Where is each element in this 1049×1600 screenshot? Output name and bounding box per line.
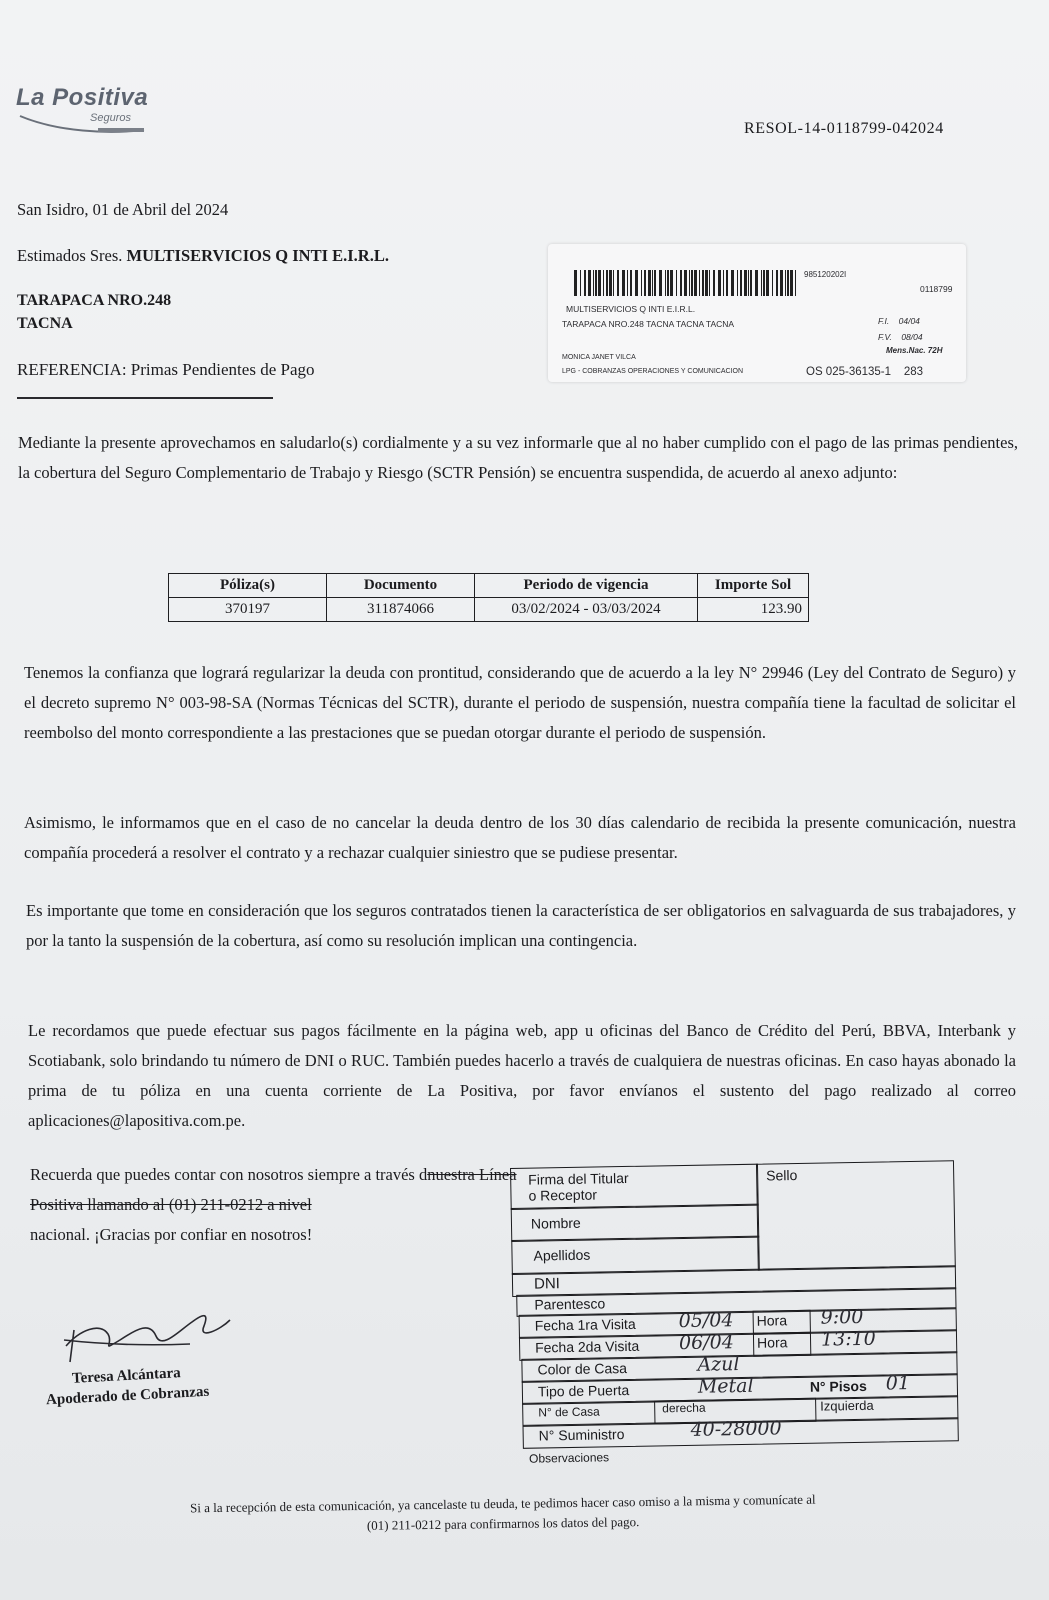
- brand-logo: La Positiva: [16, 84, 149, 111]
- apellidos-label: Apellidos: [533, 1246, 591, 1264]
- brand-subtitle: Seguros: [90, 112, 131, 124]
- label-fi: F.I. 04/04: [878, 316, 920, 326]
- paragraph-importance: Es importante que tome en consideración que los seguros contratados tienen la característica de ser obligatorios en salvaguarda de sus trabajadores, y por la tanto la suspensión de la cobertura, así como su resolución implican una contingencia.: [26, 901, 1016, 950]
- parentesco-label: Parentesco: [534, 1295, 606, 1313]
- label-os: OS 025-36135-1 283: [806, 366, 924, 378]
- tipo-puerta-value: Metal: [697, 1374, 754, 1398]
- hora1-label: Hora: [756, 1312, 788, 1329]
- greeting: [17, 246, 389, 266]
- fecha2-value: 06/04: [678, 1331, 735, 1355]
- fecha2-label: Fecha 2da Visita: [534, 1337, 640, 1356]
- hora2-value: 13:10: [820, 1327, 876, 1351]
- fecha1-label: Fecha 1ra Visita: [534, 1315, 636, 1334]
- header-documento: Documento: [327, 574, 475, 598]
- cell-documento: 311874066: [327, 598, 475, 622]
- color-casa-value: Azul: [697, 1353, 740, 1376]
- label-fv: F.V. 08/04: [878, 332, 923, 342]
- recipient-name: MULTISERVICIOS Q INTI E.I.R.L.: [126, 246, 389, 265]
- header-importe: Importe Sol: [698, 574, 809, 598]
- footer-line-1: Si a la recepción de esta comunicación, ya cancelaste tu deuda, te pedimos hacer caso omiso a la misma y comunícate al: [189, 1491, 816, 1516]
- hora1-value: 9:00: [820, 1305, 864, 1329]
- signature-icon: [60, 1300, 240, 1370]
- cell-importe: 123.90: [698, 598, 809, 622]
- hora2-label: Hora: [756, 1334, 788, 1351]
- address-line-1: TARAPACA NRO.248: [17, 292, 172, 309]
- annex-table: [168, 573, 809, 622]
- paragraph-intro: Mediante la presente aprovechamos en saludarlo(s) cordialmente y a su vez informarle que al no haber cumplido con el pago de las primas pendientes, la cobertura del Seguro Complementario de Trabajo y Riesgo (SCTR Pensión) se encuentra suspendida, de acuerdo al anexo adjunto:: [18, 433, 1018, 482]
- cell-periodo: 03/02/2024 - 03/03/2024: [475, 598, 698, 622]
- signer-name: Teresa Alcántara: [71, 1365, 182, 1387]
- table-header-row: [169, 574, 809, 598]
- firma-label-1: Firma del Titular: [528, 1169, 629, 1188]
- label-code: 985120202I: [804, 270, 847, 279]
- address-line-2: TACNA: [17, 315, 73, 332]
- sello-label: Sello: [766, 1166, 798, 1184]
- footer-note: [138, 1489, 868, 1539]
- label-name: MULTISERVICIOS Q INTI E.I.R.L.: [566, 304, 696, 314]
- pisos-value: 01: [885, 1372, 911, 1395]
- nombre-label: Nombre: [530, 1214, 581, 1232]
- reference-underline: [17, 397, 273, 399]
- paragraph-deadline: Asimismo, le informamos que en el caso de no cancelar la deuda dentro de los 30 días calendario de recibida la presente comunicación, nuestra compañía procederá a resolver el contrato y a rechazar cualquier siniestro que se pudiese presentar.: [24, 813, 1016, 862]
- resolution-code: RESOL-14-0118799-042024: [744, 120, 944, 137]
- paragraph-contact: Recuerda que puedes contar con nosotros siempre a través dnuestra Línea Positiva llamando al (01) 211-0212 a nivel nacional. ¡Gracias por confiar en nosotros!: [30, 1165, 517, 1244]
- letter-date: San Isidro, 01 de Abril del 2024: [17, 200, 229, 219]
- delivery-stamp: [510, 1160, 972, 1503]
- fecha1-value: 05/04: [678, 1309, 734, 1333]
- header-periodo: Periodo de vigencia: [475, 574, 698, 598]
- table-row: [169, 598, 809, 622]
- header-poliza: Póliza(s): [169, 574, 327, 598]
- label-department: LPG - COBRANZAS OPERACIONES Y COMUNICACION: [562, 368, 743, 375]
- tipo-puerta-label: Tipo de Puerta: [537, 1381, 630, 1400]
- derecha-label: derecha: [662, 1400, 706, 1416]
- greeting-prefix: Estimados Sres.: [17, 246, 123, 265]
- paragraph-law: Tenemos la confianza que logrará regularizar la deuda con prontitud, considerando que de acuerdo a la ley N° 29946 (Ley del Contrato de Seguro) y el decreto supremo N° 003-98-SA (Normas Técnicas del SCTR), durante el periodo de suspensión, nuestra compañía tiene la facultad de solicitar el reembolso del monto correspondiente a las prestaciones que se puedan otorgar durante el periodo de suspensión.: [24, 663, 1016, 742]
- observaciones-label: Observaciones: [528, 1450, 610, 1466]
- label-agent: MONICA JANET VILCA: [562, 354, 636, 361]
- footer-line-2: (01) 211-0212 para confirmarnos los datos del pago.: [366, 1514, 640, 1533]
- mailing-label: [548, 244, 966, 382]
- casa-label: N° de Casa: [538, 1404, 600, 1420]
- reference-line: REFERENCIA: Primas Pendientes de Pago: [17, 360, 315, 379]
- paragraph-payment: Le recordamos que puede efectuar sus pagos fácilmente en la página web, app u oficinas del Banco de Crédito del Perú, BBVA, Interbank y Scotiabank, solo brindando tu número de DNI o RUC. También puedes hacerlo a través de cualquiera de nuestras oficinas. En caso hayas abonado la prima de tu póliza en una cuenta corriente de La Positiva, por favor envíanos el sustento del pago realizado al correo aplicaciones@lapositiva.com.pe.: [28, 1021, 1016, 1130]
- color-casa-label: Color de Casa: [537, 1359, 628, 1378]
- label-mens: Mens.Nac. 72H: [886, 346, 943, 355]
- label-number: 0118799: [920, 284, 953, 294]
- signer-role: Apoderado de Cobranzas: [45, 1383, 210, 1409]
- suministro-value: 40-28000: [690, 1417, 782, 1441]
- struck-contact-text: nuestra Línea Positiva llamando al (01) 211-0212 a nivel: [30, 1165, 517, 1214]
- suministro-label: N° Suministro: [538, 1426, 625, 1444]
- firma-label-2: o Receptor: [528, 1186, 598, 1204]
- izquierda-label: Izquierda: [820, 1397, 874, 1414]
- label-address: TARAPACA NRO.248 TACNA TACNA TACNA: [562, 319, 735, 329]
- barcode-icon: [574, 270, 800, 296]
- dni-label: DNI: [533, 1275, 561, 1293]
- pisos-label: N° Pisos: [809, 1377, 867, 1395]
- cell-poliza: 370197: [169, 598, 327, 622]
